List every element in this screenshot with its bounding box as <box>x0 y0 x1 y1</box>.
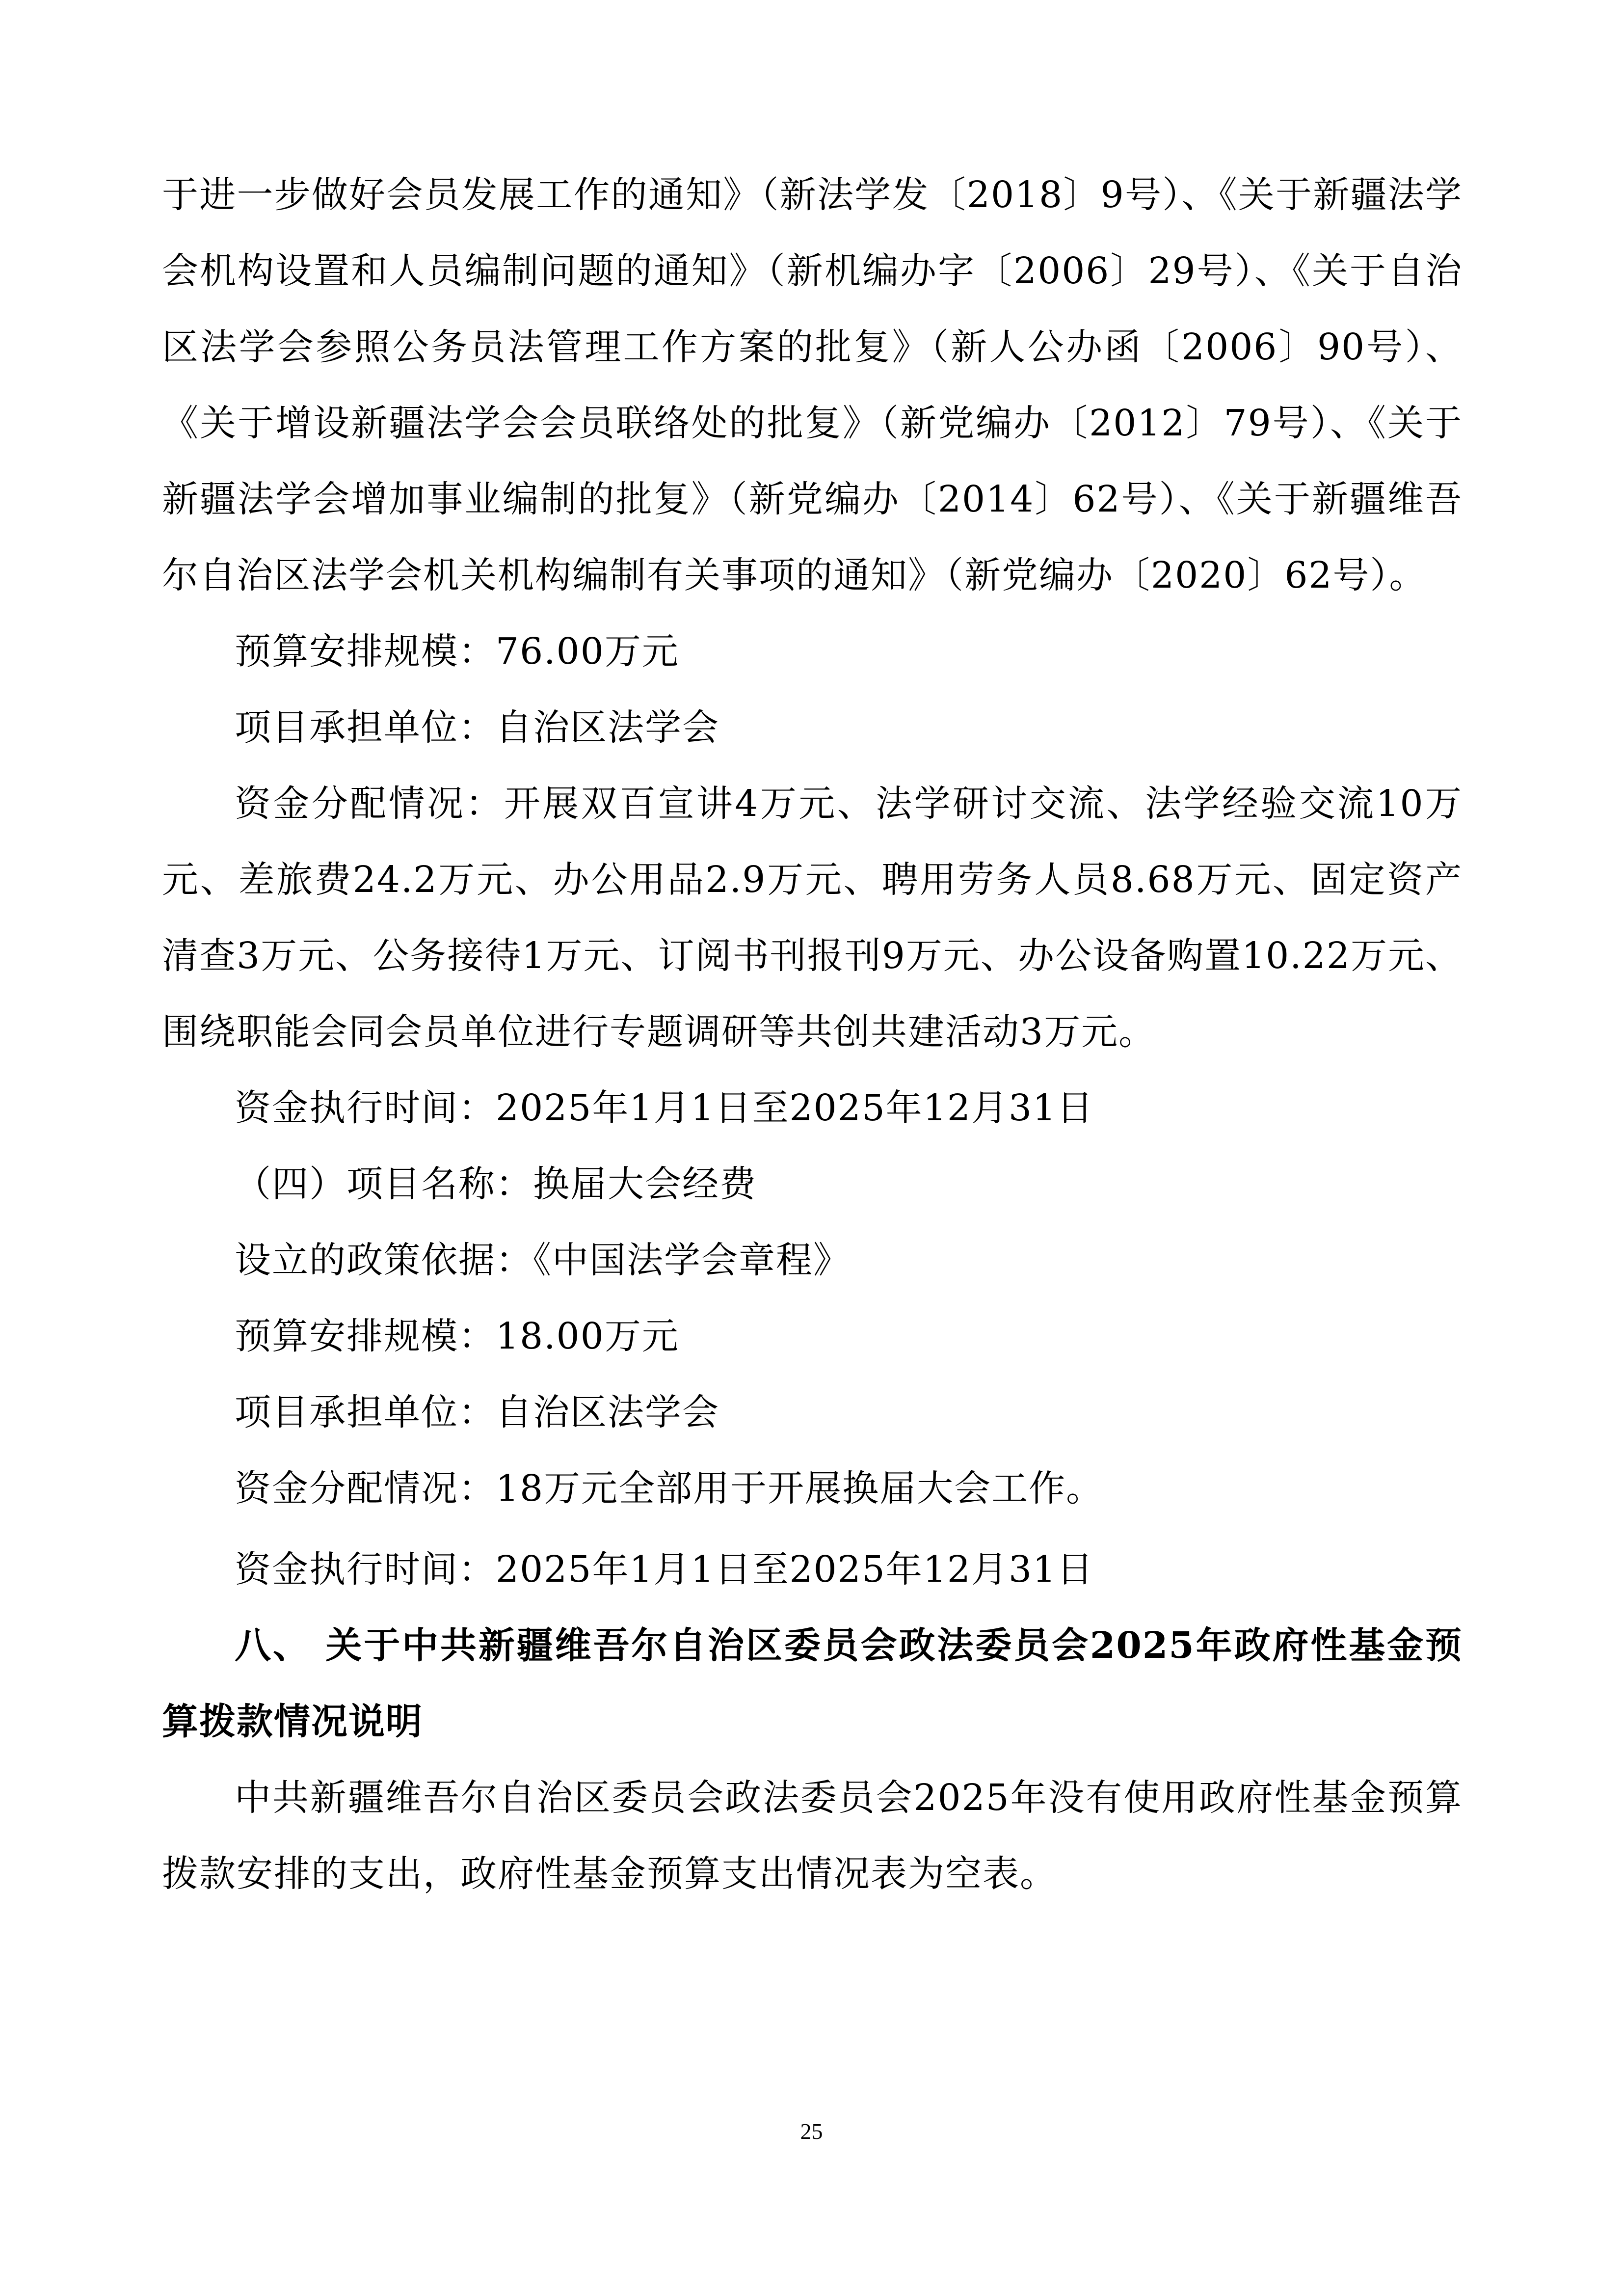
paragraph-responsible-unit: 项目承担单位：自治区法学会 <box>235 706 719 749</box>
paragraph-execution-time-2: 资金执行时间：2025年1月1日至2025年12月31日 <box>235 1548 1094 1591</box>
paragraph-execution-time: 资金执行时间：2025年1月1日至2025年12月31日 <box>235 1087 1094 1129</box>
page-number: 25 <box>800 2119 823 2144</box>
paragraph-policy-basis-continued: 于进一步做好会员发展工作的通知》（新法学发〔2018〕9号）、《关于新疆法学会机构设置和人员编制问题的通知》（新机编办字〔2006〕29号）、《关于自治区法学会参照公务员法管理工作方案的批复》（新人公办函〔2006〕90号）、《关于增设新疆法学会会员联络处的批复》（新党编办〔2012〕79号）、《关于新疆法学会增加事业编制的批复》（新党编办〔2014〕62号）、《关于新疆维吾尔自治区法学会机关机构编制有关事项的通知》（新党编办〔2020〕62号）。 <box>162 174 1463 596</box>
spacer <box>162 1527 1463 1532</box>
paragraph-fund-allocation: 资金分配情况：开展双百宣讲4万元、法学研讨交流、法学经验交流10万元、差旅费24.2万元、办公用品2.9万元、聘用劳务人员8.68万元、固定资产清查3万元、公务接待1万元、订阅书刊报刊9万元、办公设备购置10.22万元、围绕职能会同会员单位进行专题调研等共创共建活动3万元。 <box>162 783 1463 1053</box>
section-heading-fund-budget: 八、 关于中共新疆维吾尔自治区委员会政法委员会2025年政府性基金预算拨款情况说明 <box>162 1624 1463 1743</box>
paragraph-budget-scale: 预算安排规模：76.00万元 <box>235 630 679 673</box>
paragraph-project-name: （四）项目名称：换届大会经费 <box>235 1163 757 1205</box>
body-text <box>162 157 1463 1912</box>
paragraph-policy-basis: 设立的政策依据：《中国法学会章程》 <box>235 1239 851 1281</box>
paragraph-budget-scale-2: 预算安排规模：18.00万元 <box>235 1315 679 1357</box>
paragraph-fund-budget-explanation: 中共新疆维吾尔自治区委员会政法委员会2025年没有使用政府性基金预算拨款安排的支出，政府性基金预算支出情况表为空表。 <box>162 1777 1463 1895</box>
paragraph-responsible-unit-2: 项目承担单位：自治区法学会 <box>235 1391 719 1433</box>
paragraph-fund-allocation-2: 资金分配情况：18万元全部用于开展换届大会工作。 <box>235 1467 1104 1510</box>
